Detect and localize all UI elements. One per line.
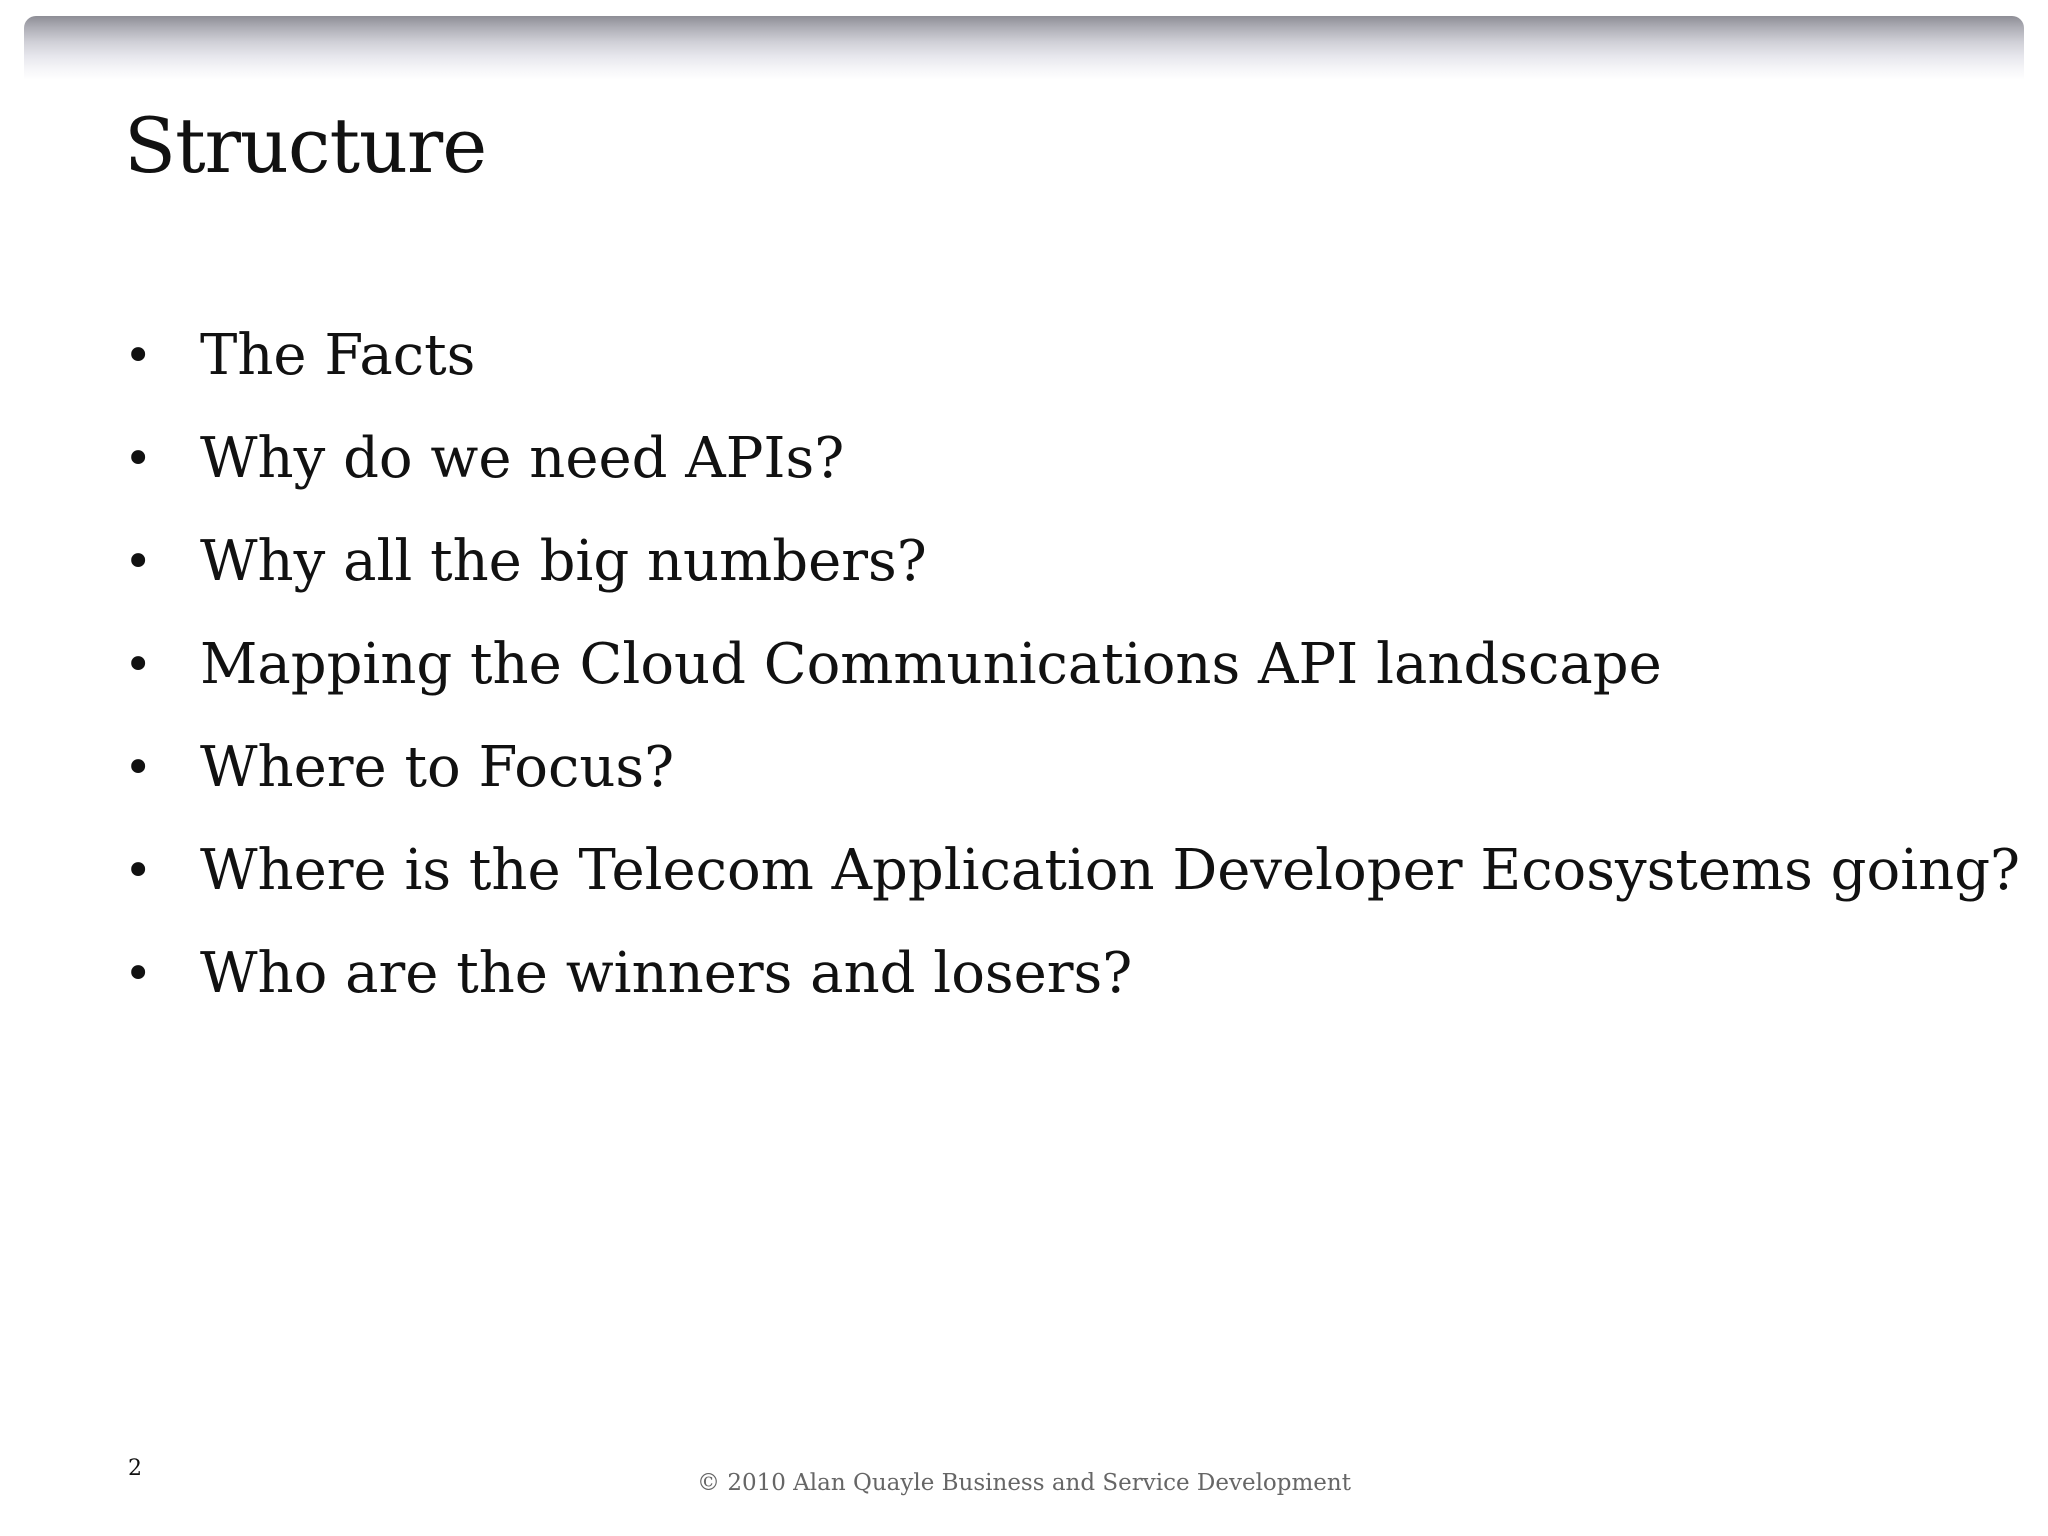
- list-item: [124, 831, 2020, 934]
- copyright-footer: © 2010 Alan Quayle Business and Service Development: [697, 1470, 1351, 1496]
- list-item: [124, 419, 2020, 522]
- bullet-text: Why all the big numbers?: [200, 529, 927, 594]
- bullet-dot-icon: •: [124, 534, 153, 590]
- header-bar: [24, 16, 2024, 80]
- bullet-text: Who are the winners and losers?: [200, 941, 1133, 1006]
- bullet-dot-icon: •: [124, 740, 153, 796]
- bullet-list: [124, 316, 2020, 1037]
- bullet-dot-icon: •: [124, 637, 153, 693]
- bullet-text: Where to Focus?: [200, 735, 675, 800]
- bullet-text: The Facts: [200, 323, 476, 388]
- bullet-text: Where is the Telecom Application Developer Ecosystems going?: [200, 838, 2021, 903]
- list-item: [124, 316, 2020, 419]
- list-item: [124, 625, 2020, 728]
- bullet-dot-icon: •: [124, 431, 153, 487]
- list-item: [124, 728, 2020, 831]
- bullet-dot-icon: •: [124, 843, 153, 899]
- bullet-text: Mapping the Cloud Communications API landscape: [200, 632, 1662, 697]
- list-item: [124, 522, 2020, 625]
- slide-title: Structure: [124, 101, 487, 190]
- bullet-dot-icon: •: [124, 328, 153, 384]
- list-item: [124, 934, 2020, 1037]
- bullet-text: Why do we need APIs?: [200, 426, 845, 491]
- bullet-dot-icon: •: [124, 946, 153, 1002]
- page-number: 2: [128, 1456, 142, 1481]
